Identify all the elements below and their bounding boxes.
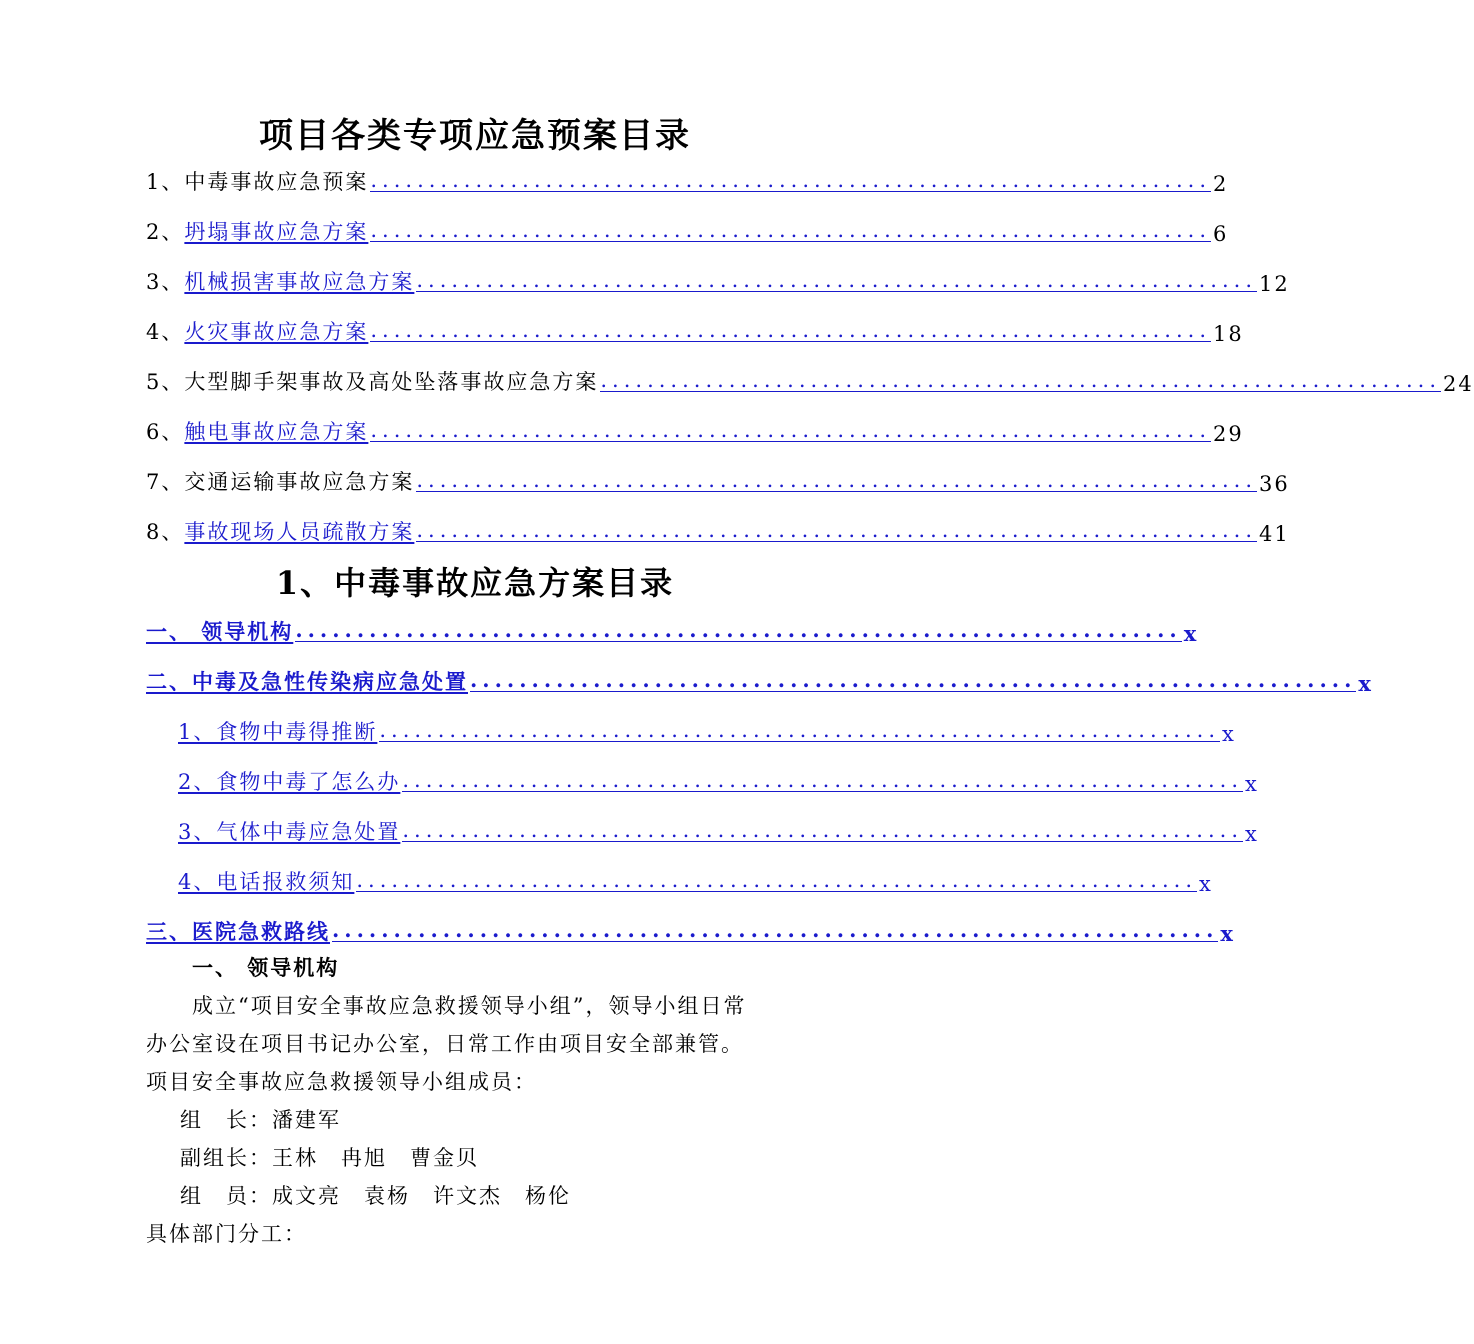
toc-entry-4[interactable]	[146, 312, 1244, 346]
toc-entry-6[interactable]	[146, 412, 1244, 446]
toc-entry-8[interactable]	[146, 512, 1290, 546]
deputy-line: 副组长：王林 冉旭 曹金贝	[180, 1146, 479, 1170]
leader-line: 组 长：潘建军	[180, 1108, 341, 1132]
toc-leader: ........................................................................	[416, 268, 1257, 292]
toc-number: 8、	[146, 520, 185, 544]
sub-toc-entry-5[interactable]	[178, 812, 1259, 846]
toc-leader: ........................................................................	[295, 617, 1182, 642]
toc-leader: ........................................................................	[356, 868, 1197, 892]
toc-link[interactable]: 坍塌事故应急方案	[184, 220, 369, 244]
document-title: 项目各类专项应急预案目录	[259, 116, 691, 156]
toc-page-number: 18	[1213, 322, 1244, 346]
sub-toc-link[interactable]: 1、食物中毒得推断	[178, 720, 378, 744]
sub-toc-link[interactable]: 二、中毒及急性传染病应急处置	[146, 669, 468, 694]
toc-entry-2[interactable]	[146, 212, 1229, 246]
toc-entry-1[interactable]	[146, 162, 1229, 196]
toc-entry-3[interactable]	[146, 262, 1290, 296]
toc-page-number: 41	[1259, 522, 1290, 546]
member-line: 组 员：成文亮 袁杨 许文杰 杨伦	[180, 1184, 571, 1208]
paragraph-line: 办公室设在项目书记办公室，日常工作由项目安全部兼管。	[146, 1032, 744, 1056]
sub-toc-entry-2[interactable]	[146, 662, 1373, 696]
toc-link[interactable]: 触电事故应急方案	[184, 420, 369, 444]
sub-toc-entry-4[interactable]	[178, 762, 1259, 796]
toc-number: 4、	[146, 320, 185, 344]
toc-link[interactable]: 机械损害事故应急方案	[184, 270, 415, 294]
toc-number: 2、	[146, 220, 185, 244]
toc-page-number: 2	[1213, 172, 1229, 196]
members-intro: 项目安全事故应急救援领导小组成员：	[146, 1070, 537, 1094]
toc-leader: ........................................................................	[370, 318, 1211, 342]
toc-page-number: x	[1245, 822, 1259, 846]
toc-number: 7、	[146, 470, 185, 494]
toc-number: 1、	[146, 170, 185, 194]
toc-leader: ........................................................................	[600, 368, 1441, 392]
toc-entry-7[interactable]	[146, 462, 1290, 496]
toc-leader: ........................................................................	[416, 468, 1257, 492]
sub-toc-entry-1[interactable]	[146, 612, 1199, 646]
toc-page-number: 36	[1259, 472, 1290, 496]
sub-toc-link[interactable]: 2、食物中毒了怎么办	[178, 770, 401, 794]
toc-leader: ........................................................................	[370, 218, 1211, 242]
toc-leader: ........................................................................	[332, 917, 1219, 942]
toc-leader: ........................................................................	[379, 718, 1220, 742]
toc-page-number: x	[1183, 621, 1199, 646]
toc-link[interactable]: 事故现场人员疏散方案	[184, 520, 415, 544]
sub-toc-entry-3[interactable]	[178, 712, 1236, 746]
toc-number: 3、	[146, 270, 185, 294]
sub-toc-entry-6[interactable]	[178, 862, 1213, 896]
division-line: 具体部门分工：	[146, 1222, 307, 1246]
toc-page-number: x	[1220, 921, 1235, 946]
toc-page-number: 24	[1443, 372, 1474, 396]
toc-leader: ........................................................................	[470, 667, 1357, 692]
toc-entry-5[interactable]	[146, 362, 1474, 396]
toc-leader: ........................................................................	[416, 518, 1257, 542]
toc-page-number: x	[1245, 772, 1259, 796]
sub-title: 1、中毒事故应急方案目录	[275, 564, 675, 602]
toc-page-number: 6	[1213, 222, 1229, 246]
sub-toc-link[interactable]: 4、电话报救须知	[178, 870, 355, 894]
sub-toc-link[interactable]: 3、气体中毒应急处置	[178, 820, 401, 844]
toc-page-number: x	[1222, 722, 1236, 746]
toc-leader: ........................................................................	[370, 418, 1211, 442]
sub-toc-entry-7[interactable]	[146, 912, 1235, 946]
toc-link[interactable]: 火灾事故应急方案	[184, 320, 369, 344]
toc-page-number: x	[1199, 872, 1213, 896]
toc-leader: ........................................................................	[370, 168, 1211, 192]
toc-label: 大型脚手架事故及高处坠落事故应急方案	[184, 370, 599, 394]
toc-label: 交通运输事故应急方案	[184, 470, 415, 494]
sub-toc-link[interactable]: 一、 领导机构	[146, 619, 294, 644]
toc-leader: ........................................................................	[402, 818, 1243, 842]
toc-number: 5、	[146, 370, 185, 394]
section-heading: 一、 领导机构	[192, 955, 340, 980]
toc-label: 中毒事故应急预案	[184, 170, 369, 194]
paragraph-line: 成立“项目安全事故应急救援领导小组”，领导小组日常	[192, 994, 747, 1018]
toc-page-number: x	[1358, 671, 1373, 696]
toc-leader: ........................................................................	[402, 768, 1243, 792]
toc-number: 6、	[146, 420, 185, 444]
sub-toc-link[interactable]: 三、医院急救路线	[146, 919, 330, 944]
toc-page-number: 29	[1213, 422, 1244, 446]
toc-page-number: 12	[1259, 272, 1290, 296]
